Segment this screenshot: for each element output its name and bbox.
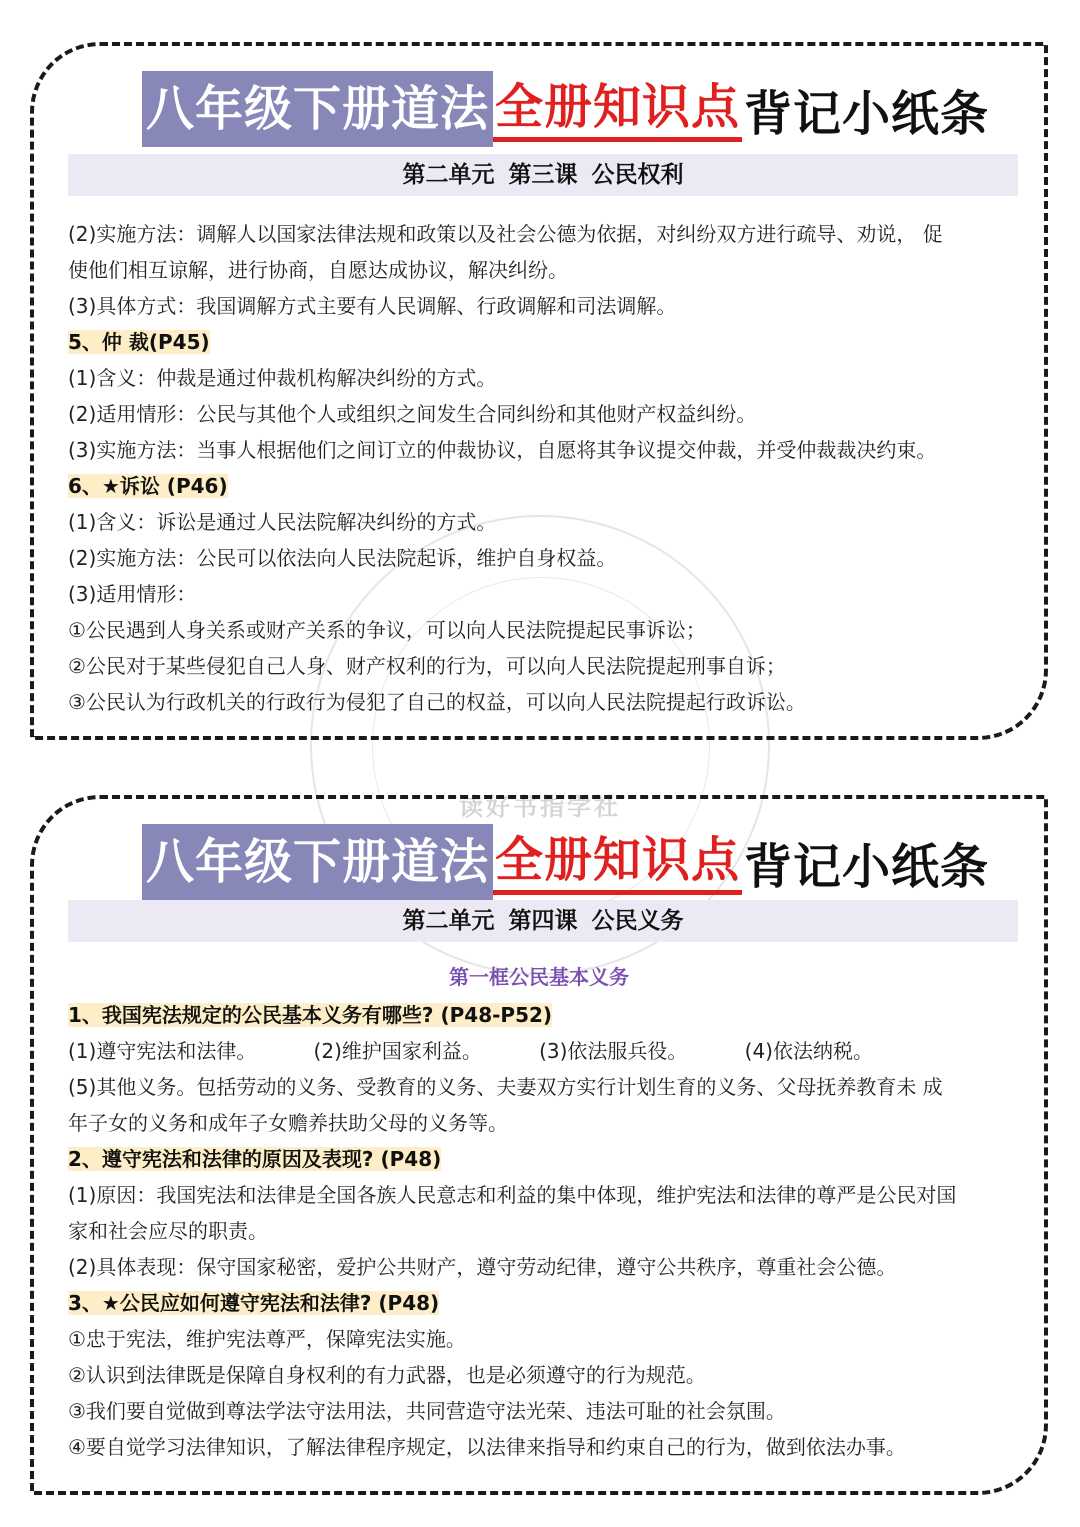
content-line: ②公民对于某些侵犯自己人身、财产权利的行为，可以向人民法院提起刑事自诉； (68, 654, 786, 678)
content-line: (2)实施方法：公民可以依法向人民法院起诉，维护自身权益。 (68, 546, 617, 570)
content-line: (1)原因：我国宪法和法律是全国各族人民意志和利益的集中体现，维护宪法和法律的尊严是公民对国 (68, 1183, 957, 1207)
lesson-subtitle (68, 900, 1018, 942)
section-heading (68, 468, 1024, 504)
content-line: (2)具体表现：保守国家秘密，爱护公共财产，遵守劳动纪律，遵守公共秩序，尊重社会公德。 (68, 1255, 897, 1279)
title-part-highlight: 全册知识点 (493, 77, 742, 142)
card-content (68, 216, 1024, 720)
section-heading (68, 997, 1024, 1033)
content-line: (1)含义：诉讼是通过人民法院解决纠纷的方式。 (68, 510, 497, 534)
card-title (142, 71, 989, 147)
section-heading (68, 324, 1024, 360)
content-line: (2)适用情形：公民与其他个人或组织之间发生合同纠纷和其他财产权益纠纷。 (68, 402, 757, 426)
content-line: ④要自觉学习法律知识，了解法律程序规定，以法律来指导和约束自己的行为，做到依法办事。 (68, 1435, 906, 1459)
section-heading-text: 2、遵守宪法和法律的原因及表现? (P48) (68, 1147, 442, 1171)
watermark-text: 读好书指学社 (459, 793, 621, 821)
note-card-1 (30, 42, 1048, 740)
title-part-highlight: 全册知识点 (493, 830, 742, 895)
lesson-subtitle (68, 154, 1018, 196)
content-line: ③公民认为行政机关的行政行为侵犯了自己的权益，可以向人民法院提起行政诉讼。 (68, 690, 806, 714)
content-line: (5)其他义务。包括劳动的义务、受教育的义务、夫妻双方实行计划生育的义务、父母抚养教育未 成 (68, 1075, 943, 1099)
section-heading-text: 3、★公民应如何遵守宪法和法律? (P48) (68, 1291, 440, 1315)
content-line: 家和社会应尽的职责。 (68, 1219, 268, 1243)
content-line: (1)含义：仲裁是通过仲裁机构解决纠纷的方式。 (68, 366, 497, 390)
title-part-grade: 八年级下册道法 (142, 71, 493, 147)
card-content (68, 997, 1024, 1465)
content-line: 年子女的义务和成年子女赡养扶助父母的义务等。 (68, 1111, 508, 1135)
card-title (142, 824, 989, 900)
content-line: (3)具体方式：我国调解方式主要有人民调解、行政调解和司法调解。 (68, 294, 677, 318)
title-part-notes: 背记小纸条 (744, 838, 990, 895)
content-line: (3)适用情形： (68, 582, 197, 606)
subtitle-topic: 公民义务 (591, 908, 684, 934)
subtitle-unit: 第二单元 (402, 908, 495, 934)
title-part-notes: 背记小纸条 (744, 85, 990, 142)
frame-title: 第一框公民基本义务 (449, 965, 629, 989)
subtitle-topic: 公民权利 (591, 162, 684, 188)
section-heading (68, 1285, 1024, 1321)
content-line: (3)实施方法：当事人根据他们之间订立的仲裁协议，自愿将其争议提交仲裁，并受仲裁裁决约束。 (68, 438, 937, 462)
content-line: ①公民遇到人身关系或财产关系的争议，可以向人民法院提起民事诉讼； (68, 618, 706, 642)
section-heading (68, 1141, 1024, 1177)
content-line: (1)遵守宪法和法律。 (2)维护国家利益。 (3)依法服兵役。 (4)依法纳税。 (68, 1039, 873, 1063)
content-line: ②认识到法律既是保障自身权利的有力武器，也是必须遵守的行为规范。 (68, 1363, 706, 1387)
title-part-grade: 八年级下册道法 (142, 824, 493, 900)
section-heading-text: 6、★诉讼 (P46) (68, 474, 228, 498)
subtitle-lesson: 第四课 (508, 908, 578, 934)
subtitle-unit: 第二单元 (402, 162, 495, 188)
content-line: ①忠于宪法，维护宪法尊严，保障宪法实施。 (68, 1327, 466, 1351)
subtitle-lesson: 第三课 (508, 162, 578, 188)
content-line: 使他们相互谅解，进行协商，自愿达成协议，解决纠纷。 (68, 258, 568, 282)
section-heading-text: 5、仲 裁(P45) (68, 330, 210, 354)
section-heading-text: 1、我国宪法规定的公民基本义务有哪些? (P48-P52) (68, 1003, 553, 1027)
content-line: ③我们要自觉做到尊法学法守法用法，共同营造守法光荣、违法可耻的社会氛围。 (68, 1399, 786, 1423)
content-line: (2)实施方法：调解人以国家法律法规和政策以及社会公德为依据，对纠纷双方进行疏导、劝说， 促 (68, 222, 943, 246)
note-card-2 (30, 795, 1048, 1495)
